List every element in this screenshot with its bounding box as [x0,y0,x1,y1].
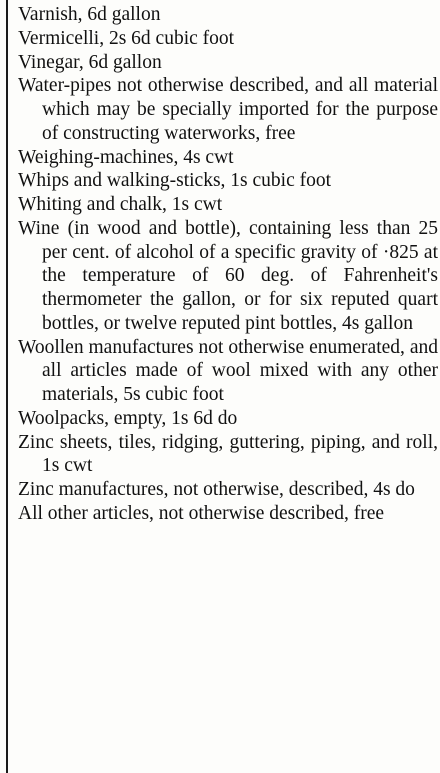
column-rule [6,0,8,773]
tariff-list [18,3,438,526]
tariff-entry-weighing-machines: Weighing-machines, 4s cwt [18,146,234,168]
tariff-entry-woollen: Woollen manufactures not otherwise enumerated, and all articles made of wool mixed with any other materials, 5s cubic foot [18,336,438,405]
tariff-entry-varnish: Varnish, 6d gallon [18,4,161,25]
tariff-entry-whips: Whips and walking-sticks, 1s cubic foot [18,170,332,192]
tariff-entry-other-articles: All other articles, not otherwise described, free [18,502,385,524]
tariff-entry-zinc-sheets: Zinc sheets, tiles, ridging, guttering, piping, and roll, 1s cwt [18,431,438,477]
tariff-entry-vermicelli: Vermicelli, 2s 6d cubic foot [18,27,235,49]
tariff-entry-vinegar: Vinegar, 6d gallon [18,51,162,73]
tariff-entry-zinc-manufactures: Zinc manufactures, not otherwise, described, 4s do [18,479,415,500]
tariff-entry-woolpacks: Woolpacks, empty, 1s 6d do [18,407,238,429]
tariff-entry-water-pipes: Water-pipes not otherwise described, and all material which may be specially imported for the purpose of constructing waterworks, free [18,75,438,144]
tariff-entry-wine: Wine (in wood and bottle), containing less than 25 per cent. of alcohol of a specific gravity of ·825 at the temperature of 60 deg. of Fahrenheit's thermometer the gallon, or for six reputed quart bottles, or twelve reputed pint bottles, 4s gallon [18,217,438,334]
tariff-entry-whiting: Whiting and chalk, 1s cwt [18,194,223,215]
